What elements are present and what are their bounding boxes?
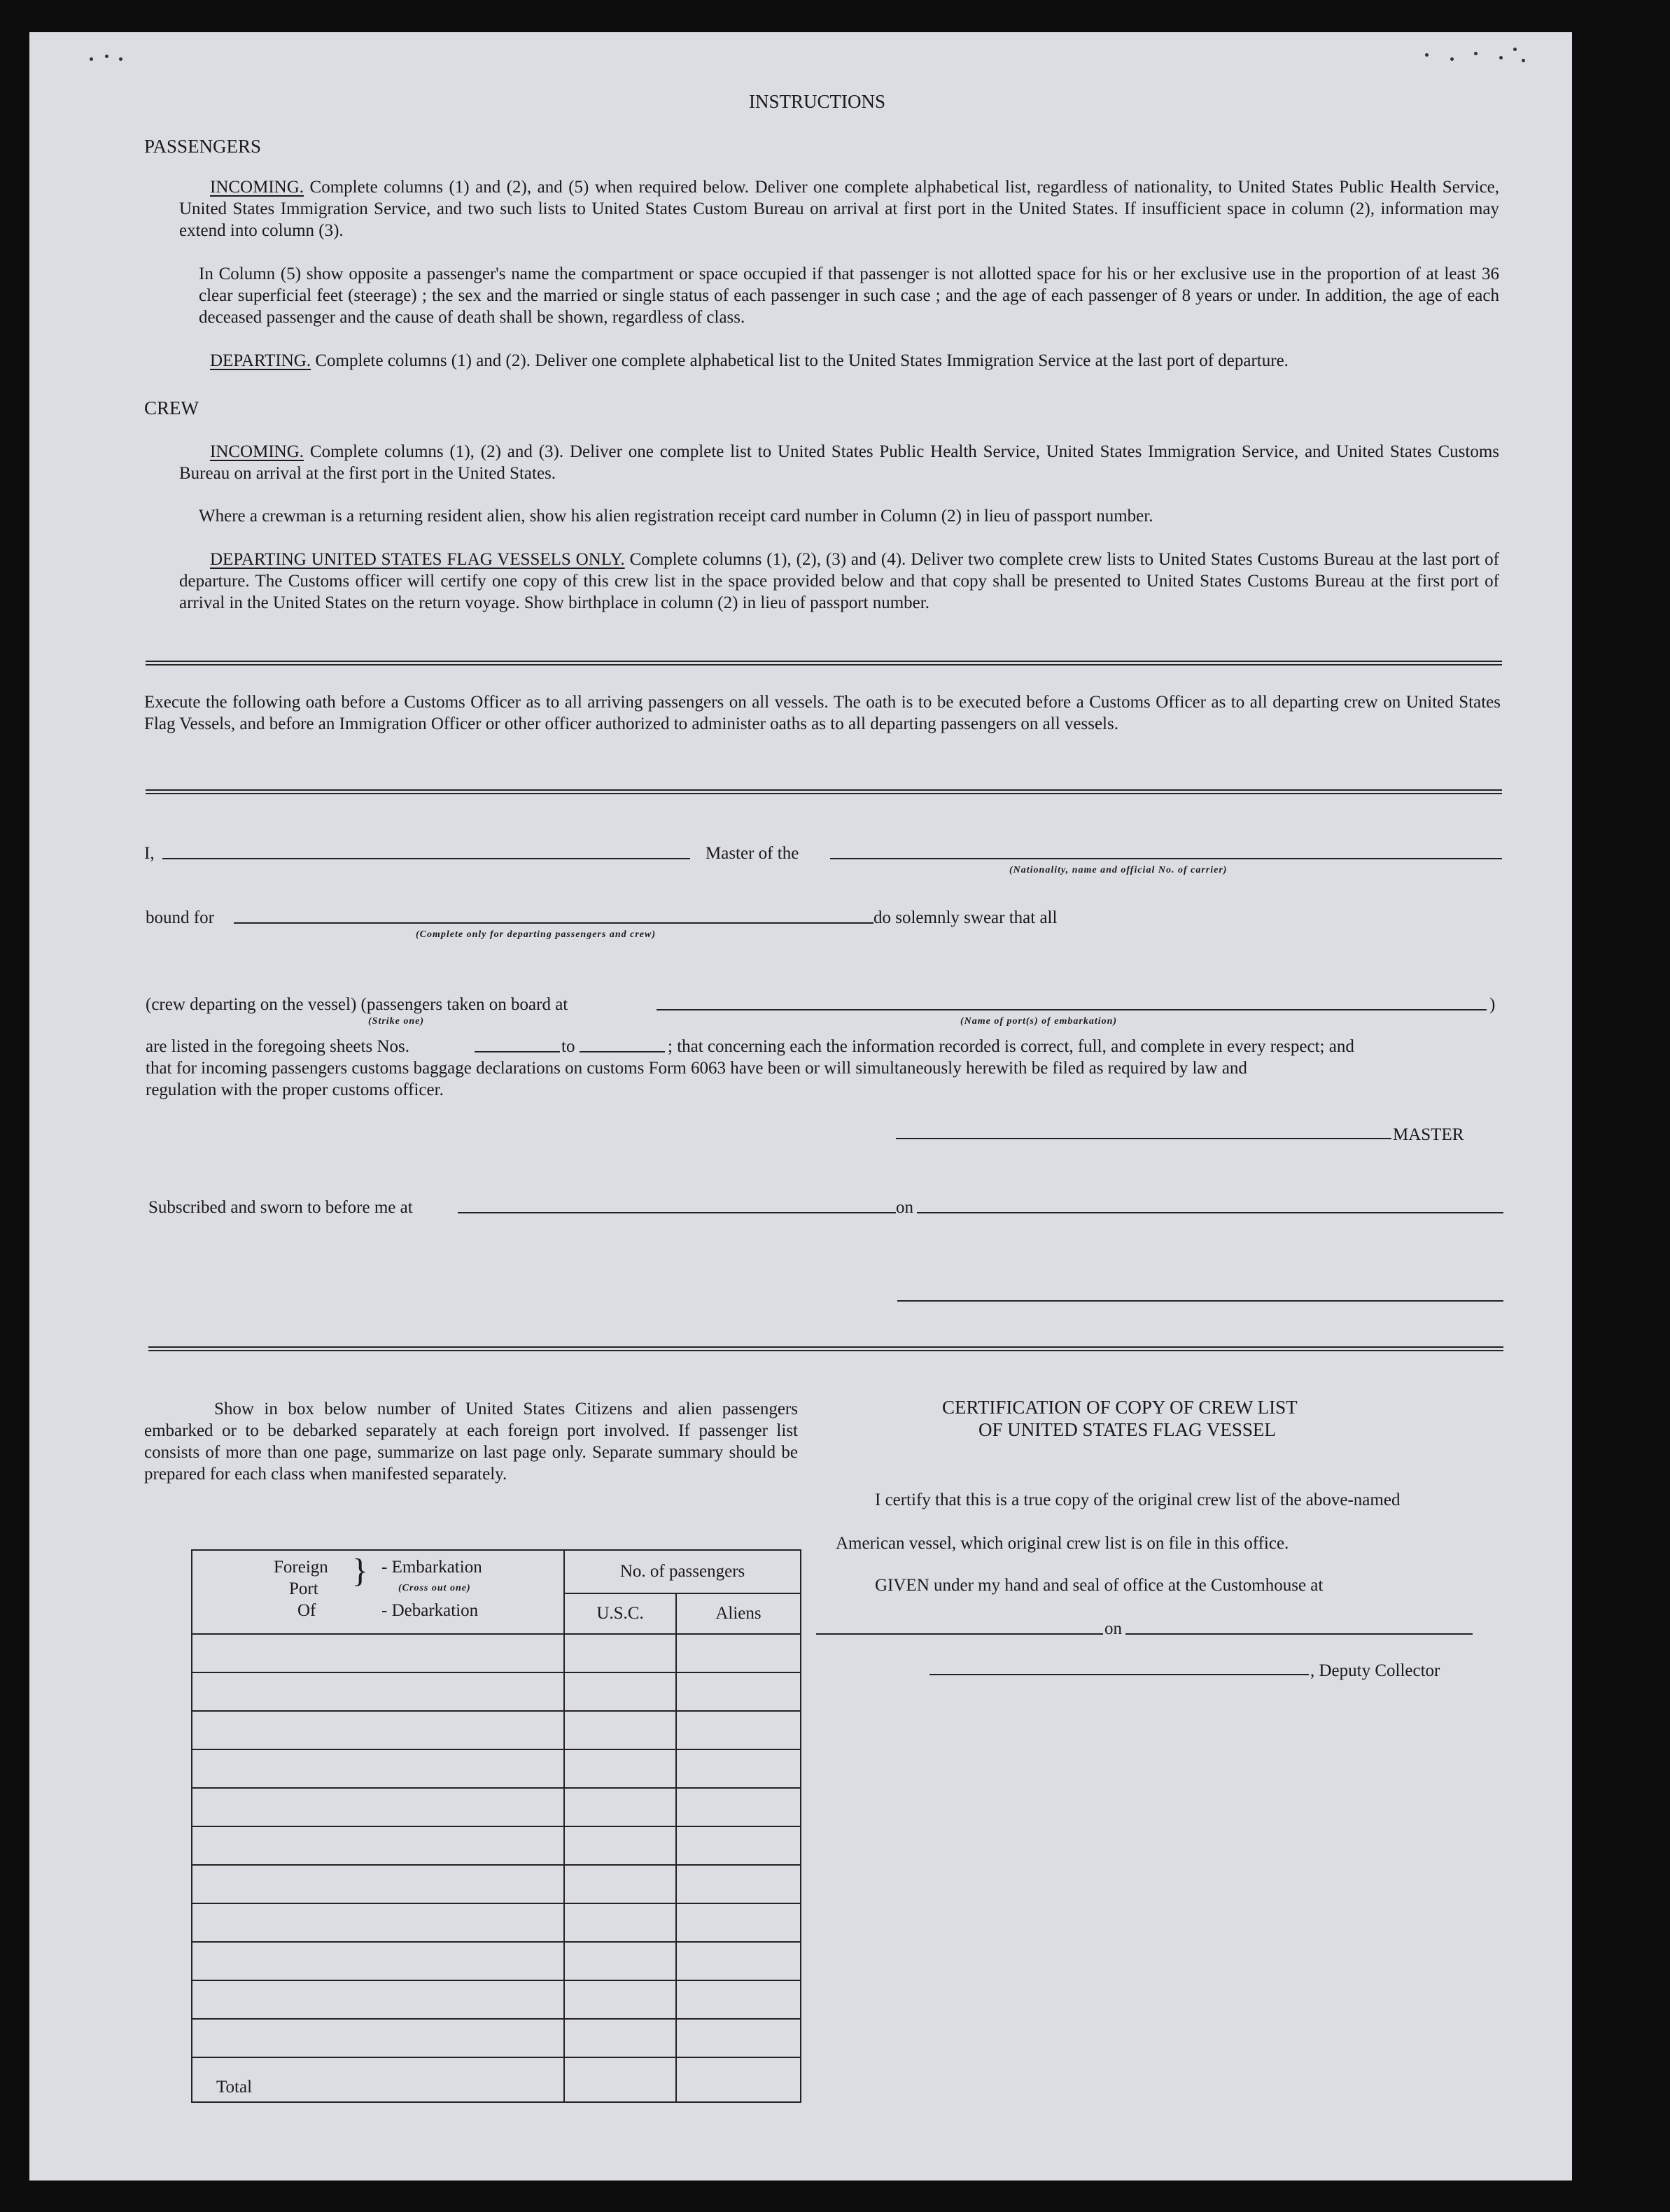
embarkation-label: - Embarkation — [381, 1558, 482, 1577]
usc-cell[interactable] — [564, 1942, 676, 1980]
aliens-header: Aliens — [676, 1593, 801, 1634]
certification-on-label: on — [1104, 1619, 1122, 1638]
sworn-on-label: on — [896, 1198, 913, 1217]
aliens-cell[interactable] — [676, 1672, 801, 1711]
passengers-departing-text: Complete columns (1) and (2). Deliver one complete alphabetical list to the United States Immigration Service at the last port of departure. — [315, 351, 1289, 370]
aliens-cell[interactable] — [676, 1788, 801, 1826]
oath-i-label: I, — [144, 844, 155, 863]
usc-cell[interactable] — [564, 1865, 676, 1903]
divider-2 — [146, 789, 1502, 794]
col-of-label: Of — [297, 1601, 316, 1620]
table-row — [192, 2019, 801, 2057]
table-row — [192, 1711, 801, 1749]
aliens-cell[interactable] — [676, 1749, 801, 1788]
aliens-cell[interactable] — [676, 1634, 801, 1672]
total-row — [192, 2057, 801, 2102]
passengers-departing-paragraph — [179, 350, 1499, 372]
summary-instructions: Show in box below number of United States Citizens and alien passengers embarked or to be debarked separately at each foreign port involved. If passenger list consists of more than one page, summarize on last page only. Separate summary should be prepared for each class when manifested separately. — [144, 1400, 798, 1484]
crew-departing-label: DEPARTING UNITED STATES FLAG VESSELS ONLY. — [210, 550, 625, 569]
master-of-the-label: Master of the — [706, 844, 799, 863]
form-sheet — [29, 32, 1572, 2181]
usc-cell[interactable] — [564, 1903, 676, 1942]
no-passengers-header: No. of passengers — [564, 1550, 801, 1593]
usc-header: U.S.C. — [564, 1593, 676, 1634]
usc-cell[interactable] — [564, 1749, 676, 1788]
passengers-incoming-label: INCOMING. — [210, 178, 304, 197]
divider-1 — [146, 661, 1502, 665]
master-name-field[interactable] — [162, 858, 690, 859]
port-cell[interactable] — [192, 1826, 564, 1865]
master-label: MASTER — [1393, 1125, 1464, 1144]
sheets-text-3: regulation with the proper customs officer. — [146, 1080, 444, 1099]
port-cell[interactable] — [192, 1903, 564, 1942]
port-cell[interactable] — [192, 1942, 564, 1980]
certification-line-1: I certify that this is a true copy of the original crew list of the above-named — [875, 1491, 1401, 1509]
table-row — [192, 1788, 801, 1826]
aliens-cell[interactable] — [676, 1903, 801, 1942]
carrier-field[interactable] — [830, 858, 1502, 859]
table-row — [192, 1749, 801, 1788]
usc-cell[interactable] — [564, 1711, 676, 1749]
subscribed-label: Subscribed and sworn to before me at — [148, 1198, 413, 1217]
officer-signature-field[interactable] — [897, 1300, 1503, 1302]
deputy-collector-label: , Deputy Collector — [1310, 1661, 1440, 1680]
brace-icon: } — [352, 1552, 369, 1589]
usc-cell[interactable] — [564, 1826, 676, 1865]
close-paren: ) — [1489, 995, 1496, 1014]
sheets-text-2: that for incoming passengers customs baggage declarations on customs Form 6063 have been or will simultaneously herewith be filed as required by law and — [146, 1059, 1247, 1078]
passengers-incoming-paragraph — [179, 176, 1499, 241]
aliens-cell[interactable] — [676, 1980, 801, 2019]
certification-line-2: American vessel, which original crew list is on file in this office. — [836, 1534, 1289, 1553]
usc-cell[interactable] — [564, 2019, 676, 2057]
crew-departing-text: (crew departing on the vessel) (passengers taken on board at — [146, 995, 568, 1014]
port-cell[interactable] — [192, 1865, 564, 1903]
passengers-column5-paragraph: In Column (5) show opposite a passenger's name the compartment or space occupied if that passenger is not allotted space for his or her exclusive use in the proportion of at least 36 clear superficial feet (steerage) ; the sex and the married or single status of each passenger in such case ; and the age of each passenger of 8 years or under. In addition, the age of each deceased passenger and the cause of death shall be shown, regardless of class. — [199, 265, 1499, 327]
debarkation-label: - Debarkation — [381, 1601, 479, 1620]
port-cell[interactable] — [192, 1634, 564, 1672]
port-cell[interactable] — [192, 1980, 564, 2019]
ports-note: (Name of port(s) of embarkation) — [960, 1016, 1118, 1027]
table-row — [192, 1826, 801, 1865]
port-cell[interactable] — [192, 1672, 564, 1711]
customhouse-field[interactable] — [816, 1633, 1103, 1635]
sworn-place-field[interactable] — [458, 1212, 896, 1213]
carrier-note: (Nationality, name and official No. of carrier) — [1009, 865, 1228, 875]
col-foreign-label: Foreign — [274, 1558, 328, 1577]
divider-3 — [148, 1346, 1503, 1351]
crew-incoming-paragraph — [179, 441, 1499, 484]
crew-resident-paragraph: Where a crewman is a returning resident alien, show his alien registration receipt card number in Column (2) in lieu of passport number. — [199, 507, 1153, 526]
table-row — [192, 1672, 801, 1711]
crew-departing-text: Complete columns (1), (2), (3) and (4). Deliver two complete crew lists to United States Customs Bureau at the last port of departure. The Customs officer will certify one copy of this crew list in the space provided below and that copy shall be presented to United States Customs Bureau at the first port of arrival in the United States on the return voyage. Show birthplace in column (2) in lieu of passport number. — [179, 550, 1500, 612]
table-row — [192, 1903, 801, 1942]
certification-title-1: CERTIFICATION OF COPY OF CREW LIST — [942, 1397, 1298, 1418]
page-title: INSTRUCTIONS — [749, 91, 886, 112]
aliens-cell[interactable] — [676, 1865, 801, 1903]
master-signature-field[interactable] — [896, 1138, 1391, 1139]
bound-for-label: bound for — [146, 908, 214, 927]
sheets-to-label: to — [561, 1037, 575, 1056]
aliens-total-cell[interactable] — [676, 2057, 801, 2102]
swear-text: do solemnly swear that all — [873, 908, 1058, 927]
crew-departing-paragraph — [179, 549, 1499, 614]
table-row — [192, 1980, 801, 2019]
usc-cell[interactable] — [564, 1634, 676, 1672]
usc-cell[interactable] — [564, 1980, 676, 2019]
total-label: Total — [192, 2057, 564, 2102]
col-port-label: Port — [289, 1579, 318, 1598]
passengers-departing-label: DEPARTING. — [210, 351, 311, 370]
oath-intro-paragraph: Execute the following oath before a Customs Officer as to all arriving passengers on all vessels. The oath is to be executed before a Customs Officer as to all departing crew on United States Flag Vessels, and before an Immigration Officer or other officer authorized to administer oaths as to all departing passengers on all vessels. — [144, 693, 1501, 733]
table-row — [192, 1942, 801, 1980]
sworn-date-field[interactable] — [917, 1212, 1503, 1213]
aliens-cell[interactable] — [676, 1826, 801, 1865]
strike-one-note: (Strike one) — [368, 1016, 425, 1027]
certification-line-3: GIVEN under my hand and seal of office at the Customhouse at — [875, 1576, 1324, 1595]
certification-title-2: OF UNITED STATES FLAG VESSEL — [978, 1419, 1276, 1440]
table-row — [192, 1634, 801, 1672]
aliens-cell[interactable] — [676, 1942, 801, 1980]
usc-cell[interactable] — [564, 1788, 676, 1826]
sheets-text-1: ; that concerning each the information recorded is correct, full, and complete in every respect; and — [668, 1037, 1354, 1056]
port-cell[interactable] — [192, 1749, 564, 1788]
deputy-signature-field[interactable] — [929, 1674, 1309, 1675]
usc-cell[interactable] — [564, 1672, 676, 1711]
crew-incoming-label: INCOMING. — [210, 442, 304, 461]
departing-note: (Complete only for departing passengers and crew) — [416, 929, 656, 940]
passenger-summary-table — [191, 1549, 801, 2103]
ports-embarkation-field[interactable] — [657, 1009, 1487, 1010]
passengers-incoming-text: Complete columns (1) and (2), and (5) when required below. Deliver one complete alphabetical list, regardless of nationality, to United States Public Health Service, United States Immigration Service, and two such lists to United States Custom Bureau on arrival at first port in the United States. If insufficient space in column (2), information may extend into column (3). — [179, 178, 1500, 240]
port-cell[interactable] — [192, 1711, 564, 1749]
sheets-prefix: are listed in the foregoing sheets Nos. — [146, 1037, 409, 1056]
crew-heading: CREW — [144, 397, 199, 418]
passengers-heading: PASSENGERS — [144, 136, 262, 157]
certification-date-field[interactable] — [1125, 1633, 1473, 1635]
sheet-to-field[interactable] — [580, 1051, 665, 1052]
table-row — [192, 1865, 801, 1903]
port-cell[interactable] — [192, 2019, 564, 2057]
bound-for-field[interactable] — [234, 922, 873, 924]
aliens-cell[interactable] — [676, 2019, 801, 2057]
crew-incoming-text: Complete columns (1), (2) and (3). Deliver one complete list to United States Public Health Service, United States Immigration Service, and United States Customs Bureau on arrival at the first port in the United States. — [179, 442, 1500, 483]
usc-total-cell[interactable] — [564, 2057, 676, 2102]
port-header-cell — [192, 1550, 564, 1634]
aliens-cell[interactable] — [676, 1711, 801, 1749]
cross-out-note: (Cross out one) — [398, 1583, 471, 1593]
sheet-from-field[interactable] — [475, 1051, 560, 1052]
port-cell[interactable] — [192, 1788, 564, 1826]
